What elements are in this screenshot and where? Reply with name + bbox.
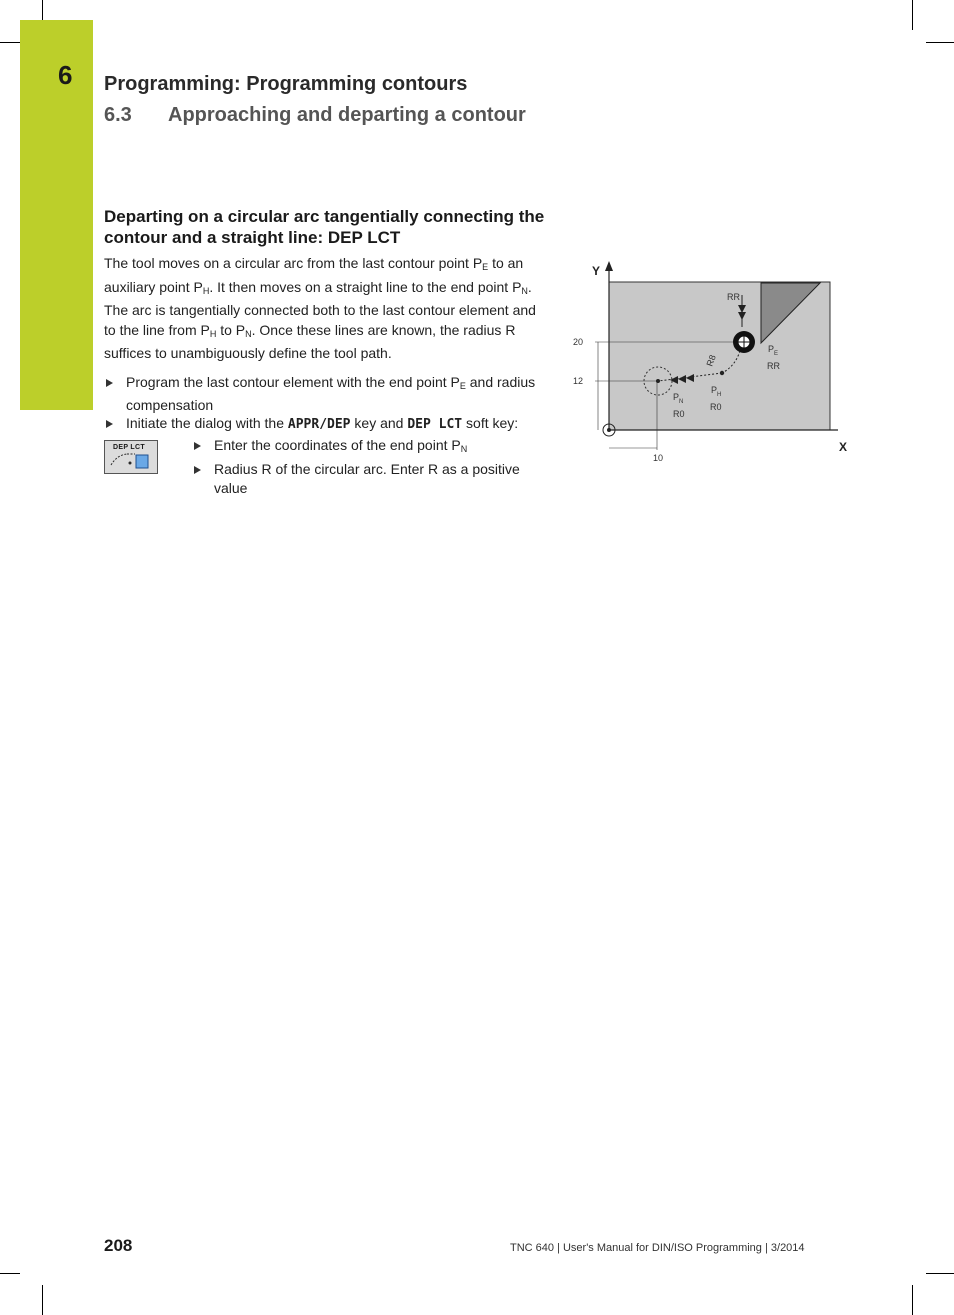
crop-mark xyxy=(912,1285,913,1315)
label-ph: $P_H$ xyxy=(711,385,722,398)
dep-lct-softkey[interactable] xyxy=(104,440,158,474)
body-paragraph: The tool moves on a circular arc from the last contour point $P_E$ to an auxiliary point $P_H$. It then moves on a straight line to the end point $P_N$. The arc is tangentially connected both to the last contour element and to the line from $P_H$ to $P_N$. Once these lines are known, the radius R suffices to unambiguously define the tool path. xyxy=(104,255,536,362)
dep-lct-diagram xyxy=(568,255,858,465)
bullet-arrow-icon xyxy=(194,442,201,450)
softkey-label: DEP LCT xyxy=(113,444,145,451)
tick-label-10: 10 xyxy=(653,453,664,463)
page-number: 208 xyxy=(104,1236,133,1255)
label-rr-top: RR xyxy=(727,292,740,302)
label-pn-r0: R0 xyxy=(673,409,685,419)
label-r8: R8 xyxy=(704,353,718,368)
crop-mark xyxy=(926,42,954,43)
axis-x-label: X xyxy=(839,440,848,454)
origin-dot xyxy=(607,428,611,432)
section-title: Approaching and departing a contour xyxy=(168,104,526,126)
point-ph-dot xyxy=(720,371,724,375)
crop-mark xyxy=(42,0,43,20)
tool-icon xyxy=(733,331,755,353)
crop-mark xyxy=(42,1285,43,1315)
subsection-heading: Departing on a circular arc tangentially connecting the contour and a straight line: DEP LCT xyxy=(104,207,545,247)
key-appr-dep: APPR/DEP xyxy=(287,417,351,432)
key-dep-lct: DEP LCT xyxy=(407,417,463,432)
section-number: 6.3 xyxy=(104,104,132,126)
crop-mark xyxy=(0,42,20,43)
label-ph-r0: R0 xyxy=(710,402,722,412)
y-axis-arrow-icon xyxy=(605,261,613,271)
crop-mark xyxy=(926,1273,954,1274)
tick-label-20: 20 xyxy=(573,337,584,347)
chapter-tab xyxy=(20,20,93,410)
label-pe: $P_E$ xyxy=(768,344,779,357)
point-pn-dot xyxy=(656,379,660,383)
tick-label-12: 12 xyxy=(573,376,584,386)
label-pe-rr: RR xyxy=(767,361,780,371)
chapter-number: 6 xyxy=(58,60,73,90)
crop-mark xyxy=(0,1273,20,1274)
axis-y-label: Y xyxy=(592,264,601,278)
bullet-arrow-icon xyxy=(106,420,113,428)
bullet-arrow-icon xyxy=(194,466,201,474)
label-pn: $P_N$ xyxy=(673,392,684,405)
crop-mark xyxy=(912,0,913,30)
footer-text: TNC 640 | User's Manual for DIN/ISO Programming | 3/2014 xyxy=(510,1242,805,1254)
chapter-title: Programming: Programming contours xyxy=(104,73,468,95)
bullet-arrow-icon xyxy=(106,379,113,387)
dep-lct-softkey-icon xyxy=(105,441,157,473)
